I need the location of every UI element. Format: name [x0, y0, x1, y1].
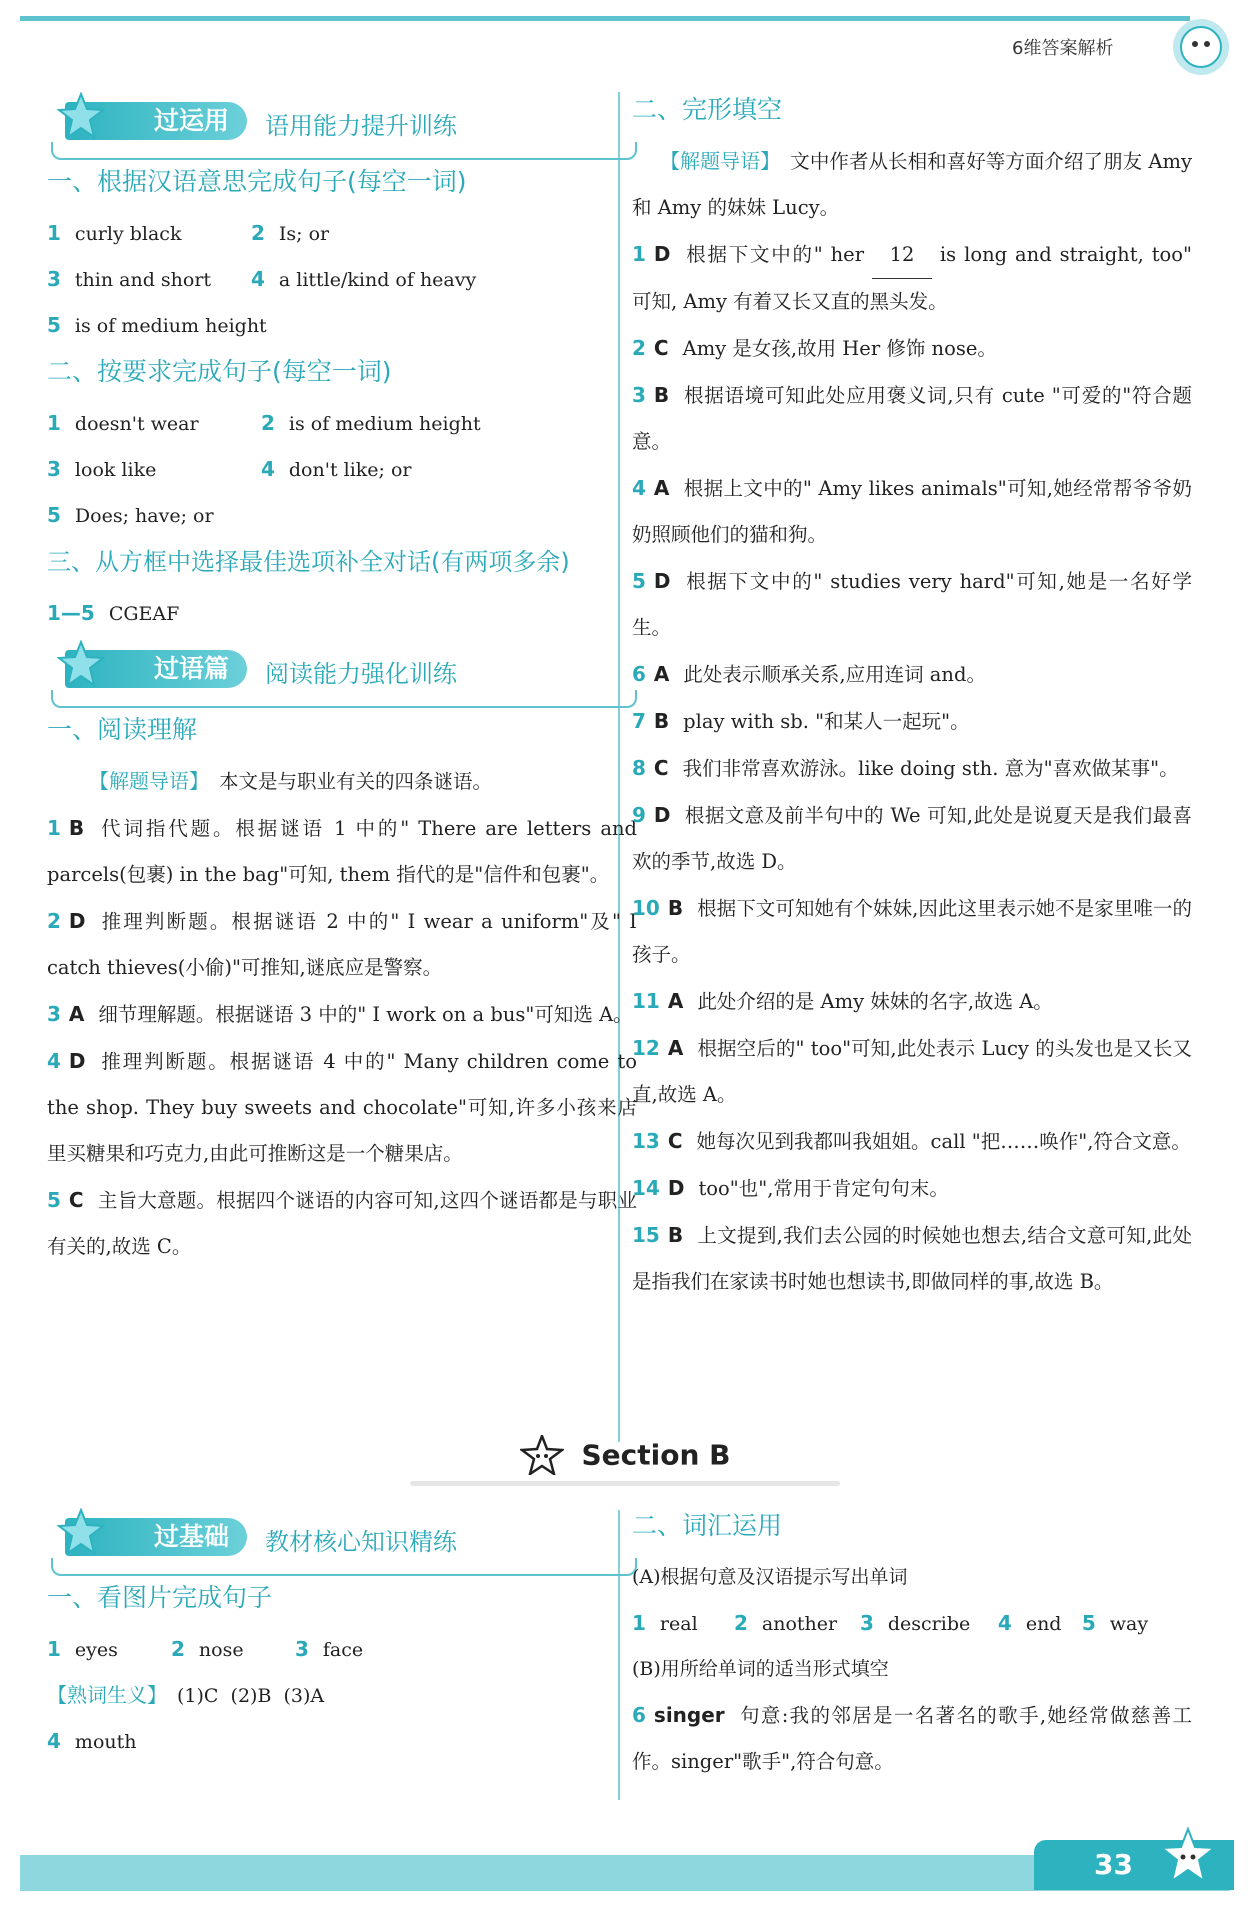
answer-row: 1 eyes 2 nose 3 face	[47, 1637, 364, 1661]
right-bottom-column	[632, 1508, 1192, 1785]
banner-subtitle: 教材核心知识精练	[265, 1528, 457, 1556]
section-title: 二、完形填空	[632, 95, 783, 124]
banner-guoyupian	[47, 640, 637, 704]
page-header-title: 6维答案解析	[1012, 38, 1114, 59]
answer-blank: 12	[872, 232, 932, 279]
answer-item: 2 C Amy 是女孩,故用 Her 修饰 nose。	[632, 336, 997, 360]
answer-row: (B)用所给单词的适当形式填空	[632, 1658, 889, 1680]
answer-item: 2 D 推理判断题。根据谜语 2 中的" I wear a uniform"及" I catch thieves(小偷)"可推知,谜底应是警察。	[47, 909, 637, 979]
answer-row: 1—5 CGEAF	[47, 601, 180, 625]
banner-subtitle: 阅读能力强化训练	[265, 660, 457, 688]
answer-item: 12 A 根据空后的" too"可知,此处表示 Lucy 的头发也是又长又直,故选 A。	[632, 1036, 1192, 1106]
section-b-heading	[0, 1435, 1250, 1486]
mascot-icon	[1170, 16, 1232, 78]
star-mascot-icon	[57, 640, 105, 688]
star-mascot-icon	[520, 1435, 564, 1475]
answer-row: 3 look like 4 don't like; or	[47, 457, 412, 481]
guide-paragraph: 【解题导语】 文中作者从长相和喜好等方面介绍了朋友 Amy 和 Amy 的妹妹 Lucy。	[632, 149, 1192, 219]
star-mascot-icon	[57, 1508, 105, 1556]
answer-item: 1 D 根据下文中的" her 12 is long and straight, too" 可知, Amy 有着又长又直的黑头发。	[632, 231, 1192, 325]
answer-row: 3 thin and short 4 a little/kind of heavy	[47, 267, 477, 291]
banner-subtitle: 语用能力提升训练	[265, 112, 457, 140]
answer-row: 1 doesn't wear 2 is of medium height	[47, 411, 481, 435]
answer-item: 8 C 我们非常喜欢游泳。like doing sth. 意为"喜欢做某事"。	[632, 756, 1179, 780]
section-title: 三、从方框中选择最佳选项补全对话(有两项多余)	[47, 548, 570, 576]
banner-guojichu	[47, 1508, 637, 1572]
banner-badge: 过语篇	[65, 650, 247, 688]
answer-row: 4 mouth	[47, 1729, 137, 1753]
banner-badge: 过基础	[65, 1518, 247, 1556]
section-title: 一、阅读理解	[47, 715, 198, 744]
answer-row: 5 Does; have; or	[47, 503, 214, 527]
section-title: 二、词汇运用	[632, 1511, 783, 1540]
answer-item: 11 A 此处介绍的是 Amy 妹妹的名字,故选 A。	[632, 989, 1053, 1013]
answer-item: 1 B 代词指代题。根据谜语 1 中的" There are letters and parcels(包裹) in the bag"可知, them 指代的是"信件和包裹"。	[47, 816, 637, 886]
answer-row: 1 real 2 another 3 describe 4 end 5 way	[632, 1611, 1149, 1635]
right-column	[632, 92, 1192, 1305]
answer-item: 6 singer 句意:我的邻居是一名著名的歌手,她经常做慈善工作。singer"歌手",符合句意。	[632, 1703, 1192, 1773]
answer-item: 3 A 细节理解题。根据谜语 3 中的" I work on a bus"可知选 A。	[47, 1002, 633, 1026]
left-column	[47, 92, 637, 1270]
section-b-title: Section B	[581, 1438, 731, 1472]
star-mascot-icon	[1158, 1826, 1218, 1886]
answer-item: 6 A 此处表示顺承关系,应用连词 and。	[632, 662, 986, 686]
section-title: 二、按要求完成句子(每空一词)	[47, 357, 392, 386]
answer-item: 15 B 上文提到,我们去公园的时候她也想去,结合文意可知,此处是指我们在家读书时她也想读书,即做同样的事,故选 B。	[632, 1223, 1192, 1293]
answer-item: 9 D 根据文意及前半句中的 We 可知,此处是说夏天是我们最喜欢的季节,故选 D。	[632, 803, 1192, 873]
banner-badge: 过运用	[65, 102, 247, 140]
answer-item: 4 A 根据上文中的" Amy likes animals"可知,她经常帮爷爷奶奶照顾他们的猫和狗。	[632, 476, 1192, 546]
answer-item: 13 C 她每次见到我都叫我姐姐。call "把……唤作",符合文意。	[632, 1129, 1191, 1153]
star-mascot-icon	[57, 92, 105, 140]
section-title: 一、根据汉语意思完成句子(每空一词)	[47, 167, 467, 196]
guide-paragraph: 【解题导语】 本文是与职业有关的四条谜语。	[89, 769, 493, 793]
left-bottom-column	[47, 1508, 637, 1764]
answer-item: 5 C 主旨大意题。根据四个谜语的内容可知,这四个谜语都是与职业有关的,故选 C。	[47, 1188, 637, 1258]
answer-item: 5 D 根据下文中的" studies very hard"可知,她是一名好学生。	[632, 569, 1192, 639]
answer-item: 3 B 根据语境可知此处应用褒义词,只有 cute "可爱的"符合题意。	[632, 383, 1192, 453]
section-title: 一、看图片完成句子	[47, 1583, 273, 1612]
answer-row: 5 is of medium height	[47, 313, 267, 337]
banner-guoyunyong	[47, 92, 637, 156]
answer-item: 14 D too"也",常用于肯定句句末。	[632, 1176, 949, 1200]
answer-row: 【熟词生义】 (1)C (2)B (3)A	[47, 1683, 325, 1707]
answer-row: (A)根据句意及汉语提示写出单词	[632, 1566, 908, 1588]
top-rule	[20, 16, 1190, 21]
page-number: 33	[1094, 1848, 1133, 1881]
answer-item: 4 D 推理判断题。根据谜语 4 中的" Many children come to the shop. They buy sweets and chocolate"可知,许多小孩来店里买糖果和巧克力,由此可推断这是一个糖果店。	[47, 1049, 637, 1165]
answer-item: 7 B play with sb. "和某人一起玩"。	[632, 709, 970, 733]
answer-row: 1 curly black 2 Is; or	[47, 221, 330, 245]
answer-item: 10 B 根据下文可知她有个妹妹,因此这里表示她不是家里唯一的孩子。	[632, 896, 1192, 966]
